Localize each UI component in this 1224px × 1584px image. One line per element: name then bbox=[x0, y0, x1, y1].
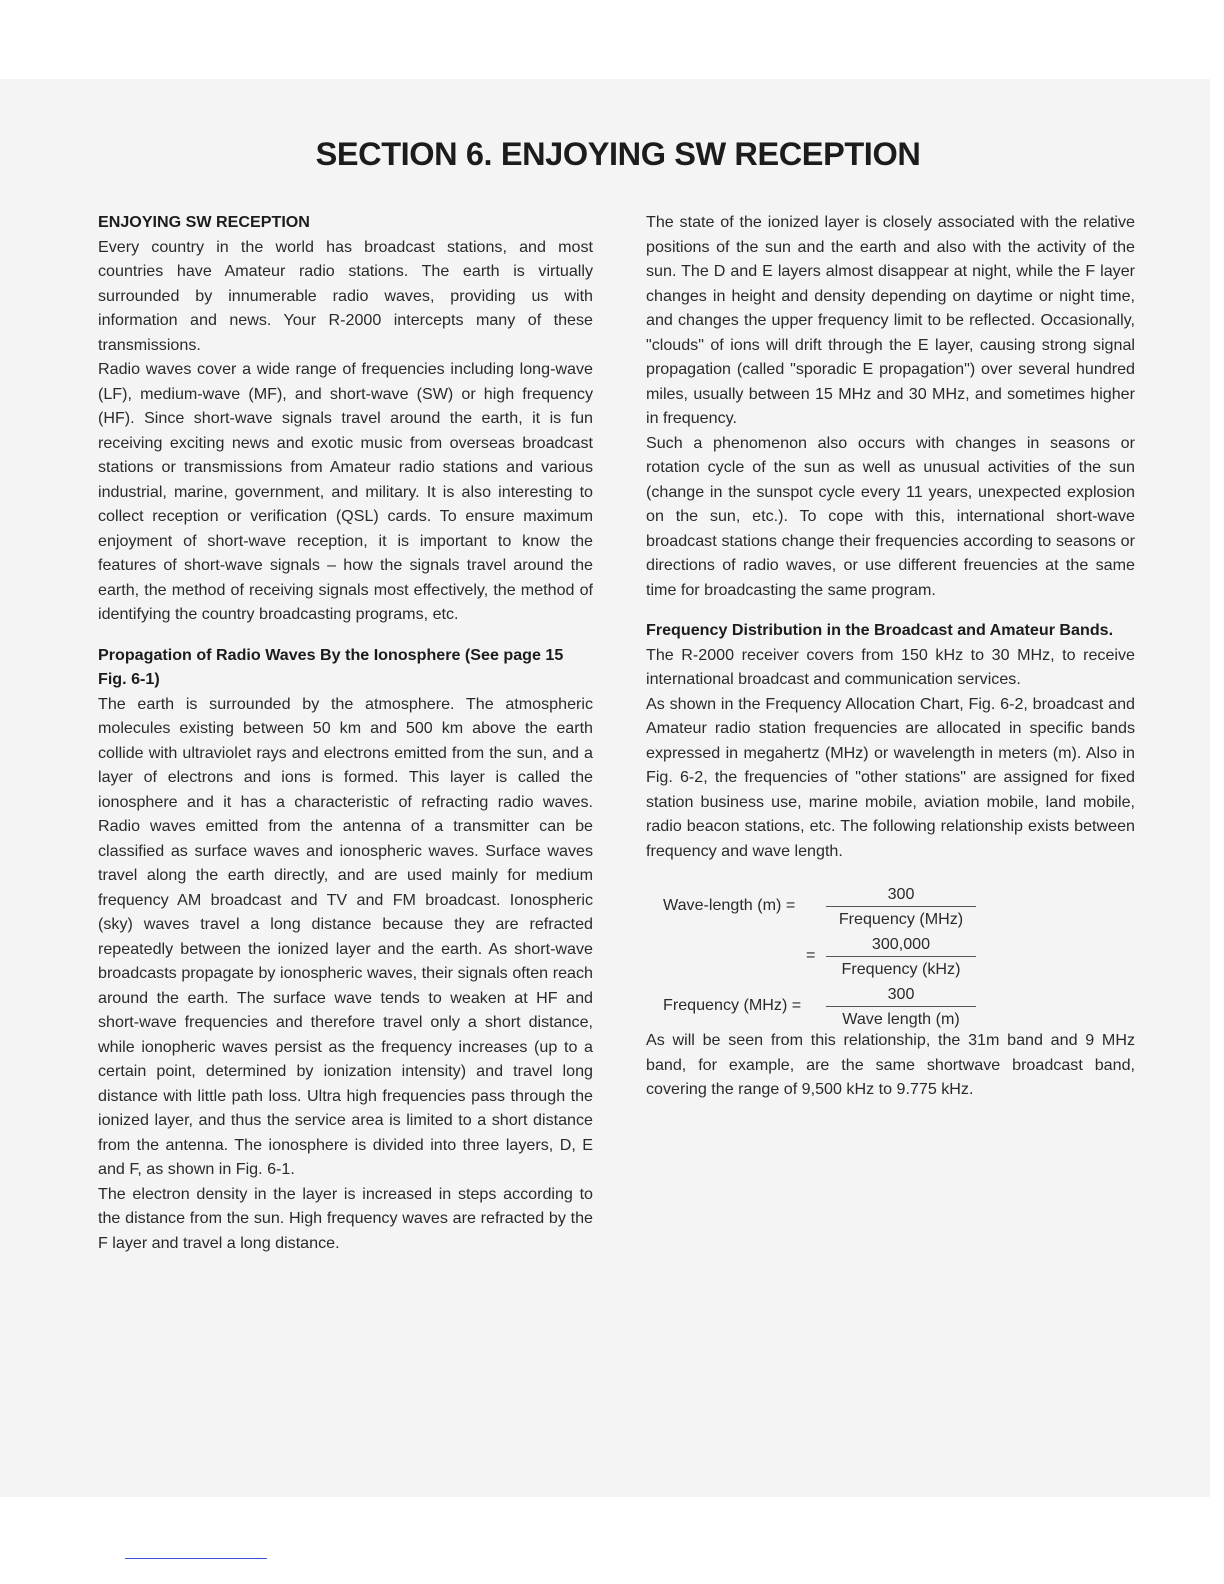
denominator: Wave length (m) bbox=[842, 1010, 960, 1028]
formula-equals: = bbox=[806, 946, 816, 964]
heading-propagation: Propagation of Radio Waves By the Ionosphere (See page 15 Fig. 6-1) bbox=[98, 645, 564, 688]
denominator: Frequency (kHz) bbox=[841, 960, 961, 978]
formula-label: Wave-length (m) = bbox=[663, 896, 796, 914]
paragraph: Such a phenomenon also occurs with changes in seasons or rotation cycle of the sun as well as unusual activities of the sun (change in the sunspot cycle every 11 years, unexpected explosion on the sun, etc.). To cope with this, international short-wave broadcast stations change their frequencies according to seasons or directions of radio waves, or use different freuencies at the same time for broadcasting the same program. bbox=[646, 433, 1135, 599]
formula-fraction bbox=[826, 884, 976, 929]
numerator: 300 bbox=[826, 984, 976, 1007]
paragraph: Every country in the world has broadcast stations, and most countries have Amateur radio stations. The earth is virtually surrounded by innumerable radio waves, providing us with information and news. Your R-2000 intercepts many of these transmissions. bbox=[98, 237, 593, 354]
formula-fraction bbox=[826, 984, 976, 1029]
numerator: 300 bbox=[826, 884, 976, 907]
heading-frequency-distribution: Frequency Distribution in the Broadcast and Amateur Bands. bbox=[646, 621, 1114, 639]
paragraph: The state of the ionized layer is closely associated with the relative positions of the sun and the earth and also with the activity of the sun. The D and E layers almost disappear at night, while the F layer changes in height and density depending on daytime or night time, and changes the upper frequency limit to be reflected. Occasionally, "clouds" of ions will drift through the E layer, causing strong signal propagation (called "sporadic E propagation") over several hundred miles, usually between 15 MHz and 30 MHz, and sometimes higher in frequency. bbox=[646, 213, 1135, 427]
formula-label: Frequency (MHz) = bbox=[663, 996, 802, 1014]
formula-fraction bbox=[826, 934, 976, 979]
wavelength-formula bbox=[646, 878, 1135, 1028]
numerator: 300,000 bbox=[826, 934, 976, 957]
paragraph: As shown in the Frequency Allocation Chart, Fig. 6-2, broadcast and Amateur radio station frequencies are allocated in specific bands expressed in megahertz (MHz) or wavelength in meters (m). Also in Fig. 6-2, the frequencies of "other stations" are assigned for fixed station business use, marine mobile, aviation mobile, land mobile, radio beacon stations, etc. The following relationship exists between frequency and wave length. bbox=[646, 694, 1135, 860]
section-title: SECTION 6. ENJOYING SW RECEPTION bbox=[315, 136, 921, 172]
paragraph: As will be seen from this relationship, the 31m band and 9 MHz band, for example, are the same shortwave broadcast band, covering the range of 9,500 kHz to 9.775 kHz. bbox=[646, 1031, 1135, 1098]
footer-rule bbox=[125, 1558, 267, 1559]
paragraph: The earth is surrounded by the atmosphere. The atmospheric molecules existing between 50 km and 500 km above the earth collide with ultraviolet rays and electrons emitted from the sun, and a layer of electrons and ions is formed. This layer is called the ionosphere and it has a characteristic of refracting radio waves. Radio waves emitted from the antenna of a transmitter can be classified as surface waves and ionospheric waves. Surface waves travel along the earth directly, and are used mainly for medium frequency AM broadcast and TV and FM broadcast. Ionospheric (sky) waves travel a long distance because they are refracted repeatedly between the ionized layer and the earth. As short-wave broadcasts propagate by ionospheric waves, their signals often reach around the earth. The surface wave tends to weaken at HF and short-wave frequencies and therefore travel only a short distance, while ionopheric waves persist as the frequency increases (up to a certain point, determined by ionization intensity) and travel long distance with little path loss. Ultra high frequencies pass through the ionized layer, and thus the service area is limited to a short distance from the antenna. The ionosphere is divided into three layers, D, E and F, as shown in Fig. 6-1. bbox=[98, 694, 593, 1178]
paragraph: The electron density in the layer is increased in steps according to the distance from the sun. High frequency waves are refracted by the F layer and travel a long distance. bbox=[98, 1184, 593, 1252]
left-column bbox=[98, 210, 593, 1255]
paragraph: The R-2000 receiver covers from 150 kHz to 30 MHz, to receive international broadcast and communication services. bbox=[646, 645, 1135, 688]
right-column bbox=[646, 210, 1135, 1102]
paragraph: Radio waves cover a wide range of frequencies including long-wave (LF), medium-wave (MF), and short-wave (SW) or high frequency (HF). Since short-wave signals travel around the earth, it is fun receiving exciting news and exotic music from overseas broadcast stations or transmissions from Amateur radio stations and various industrial, marine, government, and military. It is also interesting to collect reception or verification (QSL) cards. To ensure maximum enjoyment of short-wave reception, it is important to know the features of short-wave signals – how the signals travel around the earth, the method of receiving signals most effectively, the method of identifying the country broadcasting programs, etc. bbox=[98, 360, 593, 623]
denominator: Frequency (MHz) bbox=[838, 910, 964, 928]
heading-enjoying-sw-reception: ENJOYING SW RECEPTION bbox=[98, 213, 310, 231]
